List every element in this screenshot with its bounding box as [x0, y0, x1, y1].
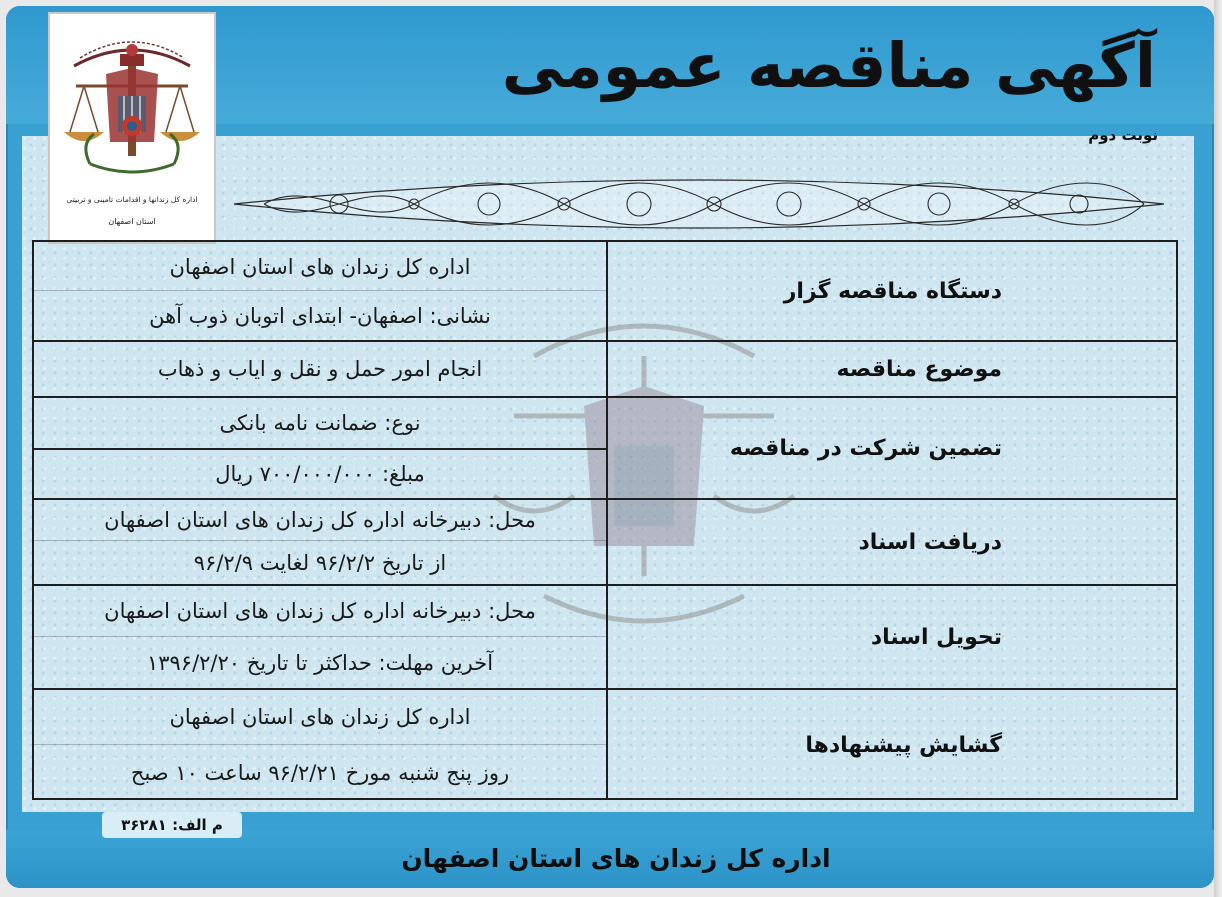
sub-row-divider — [34, 744, 606, 745]
value-delivery-deadline: آخرین مهلت: حداکثر تا تاریخ ۱۳۹۶/۲/۲۰ — [146, 651, 494, 675]
value-guarantee-amount: مبلغ: ۷۰۰/۰۰۰/۰۰۰ ریال — [215, 462, 425, 486]
tender-details-table — [32, 240, 1178, 800]
value-organization-address: نشانی: اصفهان- ابتدای اتوبان ذوب آهن — [149, 304, 491, 328]
reference-code: م الف: ۳۶۲۸۱ — [102, 812, 242, 838]
value-receipt-dates: از تاریخ ۹۶/۲/۲ لغایت ۹۶/۲/۹ — [193, 551, 447, 575]
emblem-box — [48, 12, 216, 244]
sub-row-divider — [34, 636, 606, 637]
label-tender-subject: موضوع مناقصه — [836, 356, 1002, 382]
sub-row-divider — [34, 540, 606, 541]
footer-organization: اداره کل زندان های استان اصفهان — [401, 844, 831, 873]
value-receipt-place: محل: دبیرخانه اداره کل زندان های استان اصفهان — [104, 508, 536, 532]
sub-row-divider — [34, 290, 606, 291]
label-document-receipt: دریافت اسناد — [858, 529, 1002, 555]
emblem-caption-2: استان اصفهان — [108, 217, 156, 226]
round-label: نوبت دوم — [1088, 126, 1158, 144]
value-opening-datetime: روز پنج شنبه مورخ ۹۶/۲/۲۱ ساعت ۱۰ صبح — [130, 761, 510, 785]
value-delivery-place: محل: دبیرخانه اداره کل زندان های استان اصفهان — [104, 599, 536, 623]
value-opening-place: اداره کل زندان های استان اصفهان — [169, 705, 471, 729]
ad-title: آگهی مناقصه عمومی — [501, 29, 1156, 102]
value-tender-subject: انجام امور حمل و نقل و ایاب و ذهاب — [157, 357, 483, 381]
label-participation-guarantee: تضمین شرکت در مناقصه — [729, 435, 1002, 461]
scan-edge — [1214, 0, 1222, 897]
emblem-caption-1: اداره کل زندانها و اقدامات تامینی و تربیتی — [66, 195, 198, 204]
label-bid-opening: گشایش پیشنهادها — [805, 732, 1002, 758]
ornamental-arabesque-band — [234, 166, 1164, 242]
value-organization-name: اداره کل زندان های استان اصفهان — [169, 255, 471, 279]
label-tendering-organization: دستگاه مناقصه گزار — [783, 278, 1002, 304]
label-document-delivery: تحویل اسناد — [870, 624, 1002, 650]
value-guarantee-type: نوع: ضمانت نامه بانکی — [219, 411, 421, 435]
scales-of-justice-emblem-icon — [50, 14, 214, 242]
